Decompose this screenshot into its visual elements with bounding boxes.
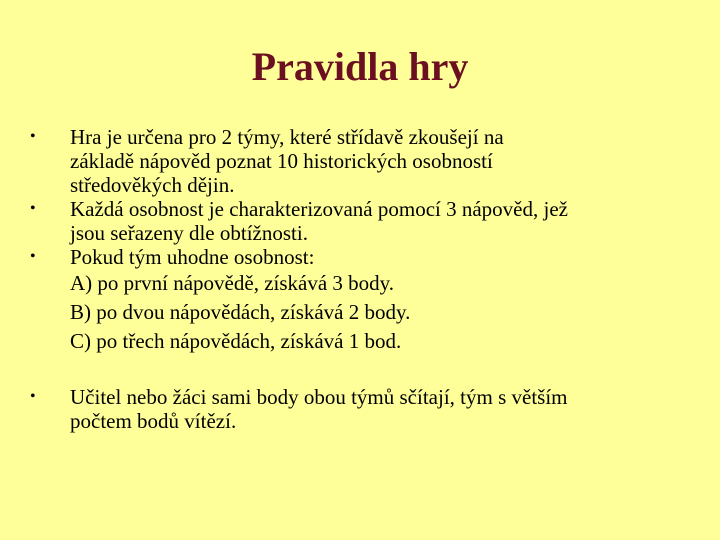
slide-title: Pravidla hry <box>251 44 469 89</box>
bullet-text-line: počtem bodů vítězí. <box>70 409 237 433</box>
bullet-item-1 <box>30 125 710 197</box>
bullet-text-line: Pokud tým uhodne osobnost: <box>70 245 315 269</box>
scoring-option-a: A) po první nápovědě, získává 3 body. <box>70 271 395 295</box>
bullet-icon: • <box>30 128 36 145</box>
slide-content <box>30 125 710 433</box>
bullet-text-line: základě nápověd poznat 10 historických osobností <box>70 149 493 173</box>
bullet-text-line: Učitel nebo žáci sami body obou týmů sčítají, tým s větším <box>70 385 568 409</box>
bullet-icon: • <box>30 200 36 217</box>
bullet-text-line: jsou seřazeny dle obtížnosti. <box>70 221 308 245</box>
bullet-icon: • <box>30 248 36 265</box>
spacer <box>30 356 710 385</box>
bullet-item-4 <box>30 385 710 433</box>
scoring-option-b: B) po dvou nápovědách, získává 2 body. <box>70 300 411 324</box>
bullet-text-line: Hra je určena pro 2 týmy, které střídavě zkoušejí na <box>70 125 504 149</box>
bullet-item-3 <box>30 245 710 356</box>
bullet-text-line: Každá osobnost je charakterizovaná pomocí 3 nápověd, jež <box>70 197 568 221</box>
bullet-item-2 <box>30 197 710 245</box>
scoring-option-c: C) po třech nápovědách, získává 1 bod. <box>70 329 402 353</box>
bullet-text-line: středověkých dějin. <box>70 173 235 197</box>
bullet-icon: • <box>30 388 36 405</box>
